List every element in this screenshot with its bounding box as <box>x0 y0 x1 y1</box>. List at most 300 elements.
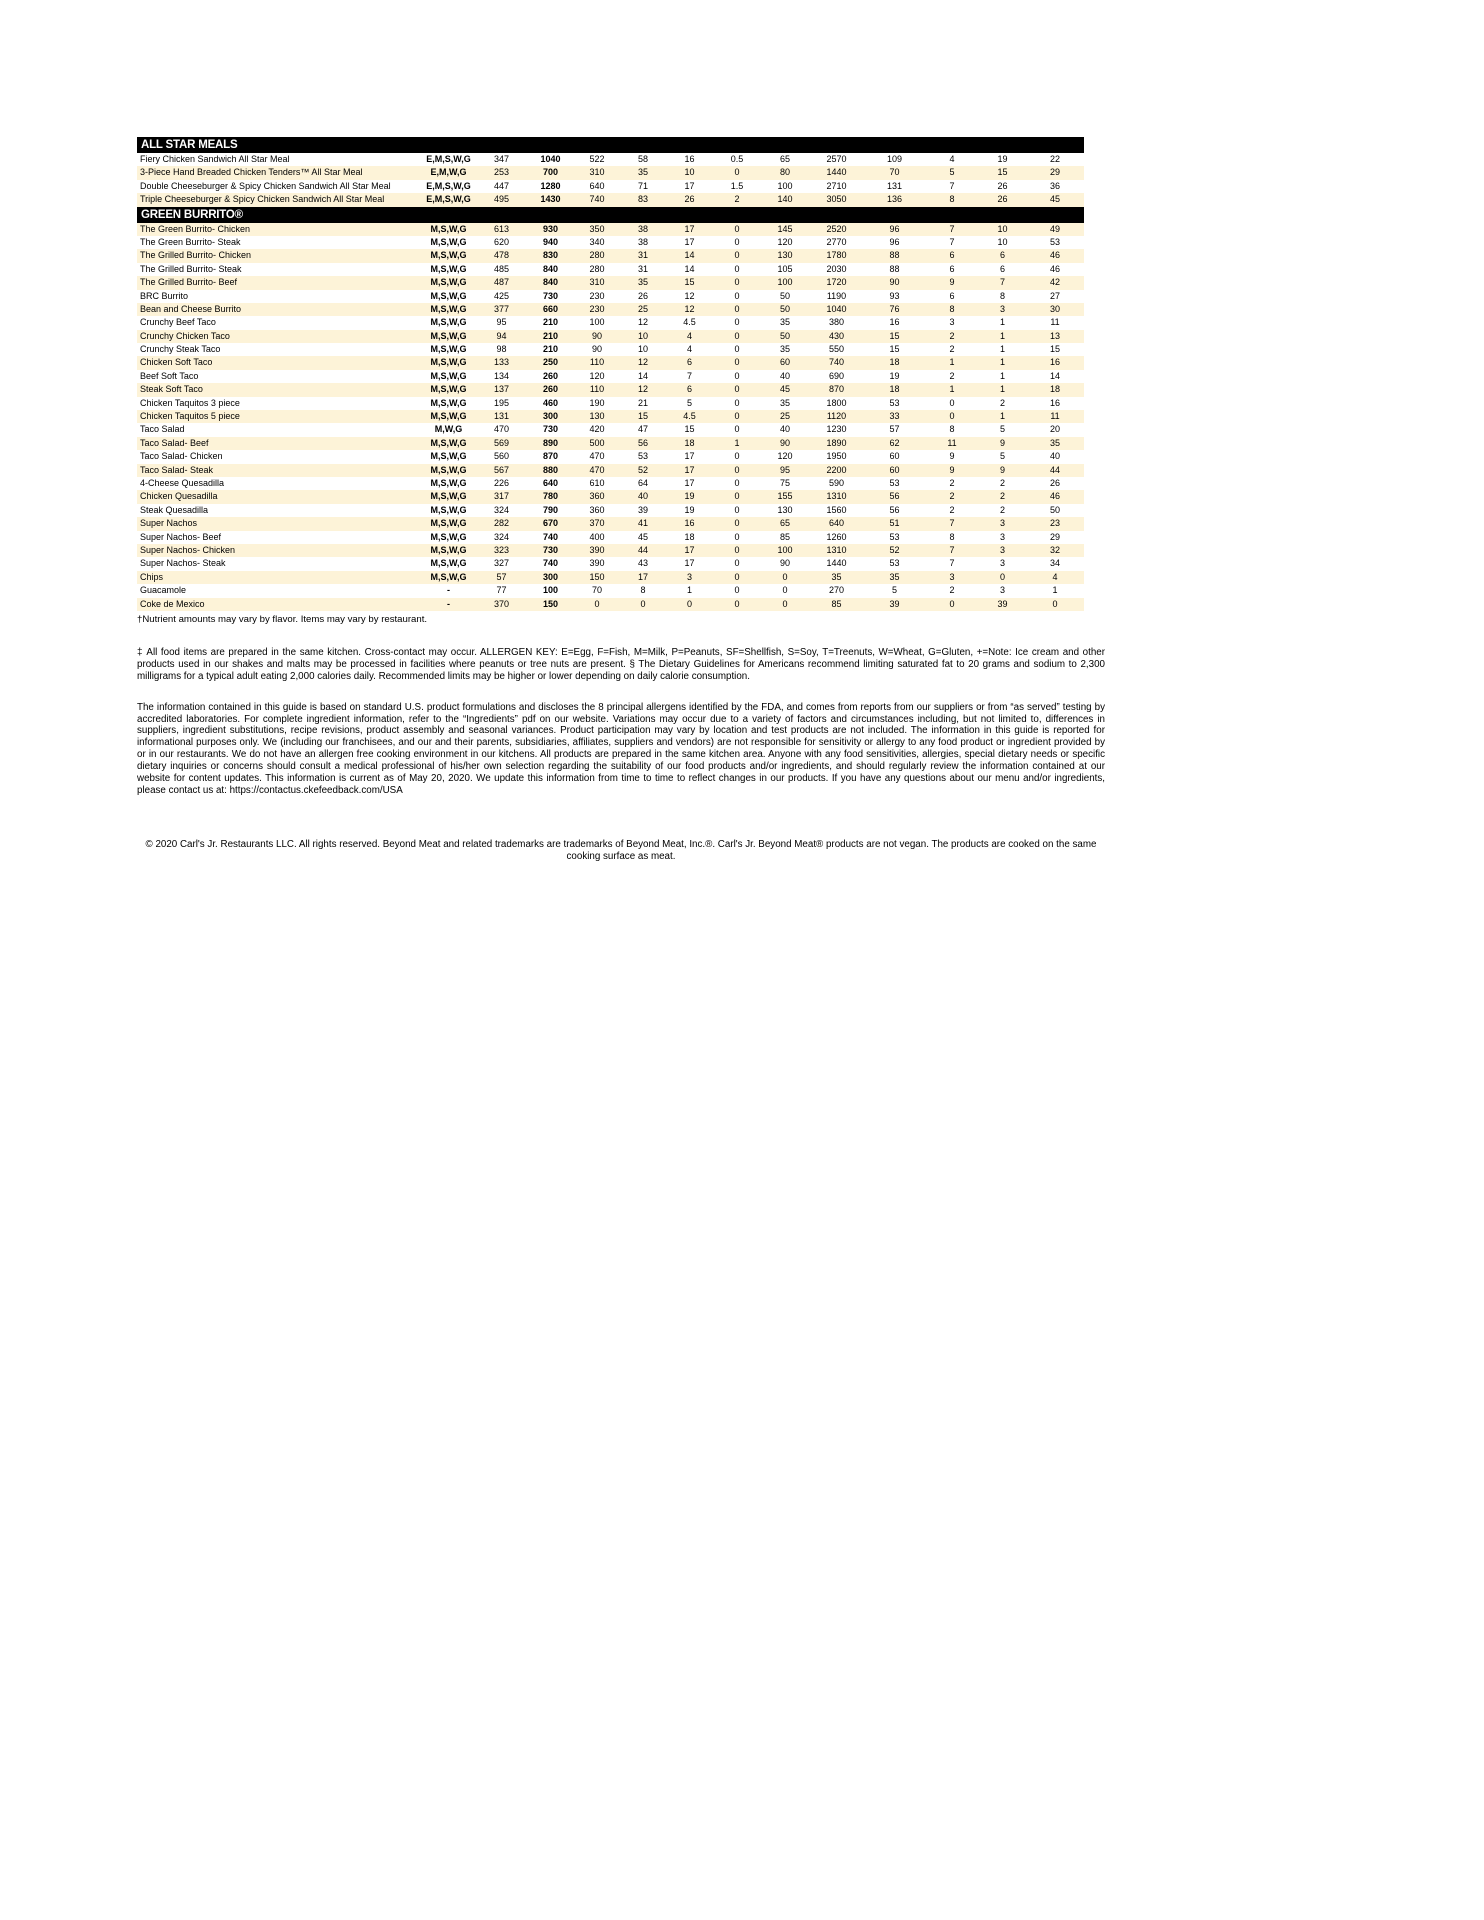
item-name: Taco Salad- Beef <box>140 437 209 448</box>
item-value: 50 <box>779 303 790 314</box>
item-allergens: E,M,S,W,G <box>426 194 471 205</box>
item-value: 7 <box>686 370 692 381</box>
item-value: 2 <box>734 194 740 205</box>
item-value: 4 <box>1052 571 1058 582</box>
item-value: 195 <box>493 397 510 408</box>
item-value: 19 <box>684 491 695 502</box>
item-value: 8 <box>949 531 955 542</box>
item-value: 36 <box>1049 180 1060 191</box>
item-value: 0 <box>999 571 1005 582</box>
item-name: Taco Salad <box>140 424 185 435</box>
table-row <box>137 584 1084 597</box>
item-value: 347 <box>493 154 510 164</box>
item-value: 2 <box>949 370 955 381</box>
item-value: 14 <box>637 370 648 381</box>
item-value: 5 <box>999 424 1005 435</box>
item-value: 0 <box>734 167 740 178</box>
item-value: 567 <box>493 464 510 475</box>
item-value: 740 <box>542 558 559 569</box>
item-value: 56 <box>637 437 648 448</box>
item-value: 38 <box>637 236 648 247</box>
item-value: 470 <box>589 451 605 462</box>
item-name: Crunchy Steak Taco <box>140 344 221 355</box>
item-value: 670 <box>542 518 559 529</box>
item-allergens: M,S,W,G <box>430 263 467 274</box>
item-value: 2030 <box>826 263 847 274</box>
item-value: 0 <box>734 585 740 596</box>
item-value: 0 <box>734 477 740 488</box>
item-value: 250 <box>542 357 559 368</box>
item-value: 4 <box>686 330 692 341</box>
item-value: 880 <box>542 464 559 475</box>
item-value: 1800 <box>826 397 847 408</box>
table-row <box>137 330 1084 343</box>
item-value: 1 <box>999 384 1005 395</box>
item-value: 76 <box>889 303 900 314</box>
item-value: 730 <box>542 424 559 435</box>
item-value: 57 <box>496 571 507 582</box>
item-value: 50 <box>779 330 790 341</box>
table-row <box>137 544 1084 557</box>
item-value: 1260 <box>826 531 847 542</box>
item-value: 0 <box>734 518 740 529</box>
item-value: 12 <box>637 317 648 328</box>
item-value: 43 <box>637 558 648 569</box>
item-value: 22 <box>1049 154 1060 164</box>
item-allergens: M,S,W,G <box>430 411 467 422</box>
item-value: 17 <box>684 558 695 569</box>
item-value: 0 <box>734 571 740 582</box>
item-name: 3-Piece Hand Breaded Chicken Tenders™ All Star Meal <box>140 167 363 178</box>
item-name: The Grilled Burrito- Chicken <box>140 250 252 261</box>
item-value: 11 <box>1050 317 1060 328</box>
item-value: 890 <box>542 437 559 448</box>
item-value: 310 <box>589 167 605 178</box>
item-value: 5 <box>949 167 955 178</box>
item-value: 0 <box>734 558 740 569</box>
item-allergens: - <box>447 585 450 596</box>
item-value: 53 <box>889 477 900 488</box>
item-value: 447 <box>493 180 510 191</box>
allergen-key-paragraph: ‡ All food items are prepared in the same kitchen. Cross-contact may occur. ALLERGEN KEY: E=Egg, F=Fish, M=Milk, P=Peanuts, SF=Shellfish, S=Soy, T=Treenuts, W=Wheat, G=Gluten, +=Note: Ice cream and other products used in our shakes and malts may be processed in facilities where peanuts or tree nuts are present. § The Dietary Guidelines for Americans recommend limiting saturated fat to 20 grams and sodium to 2,300 milligrams for a typical adult eating 2,000 calories daily. Recommended limits may be higher or lower depending on daily calorie consumption. <box>137 646 1105 682</box>
item-value: 85 <box>831 598 842 609</box>
item-value: 360 <box>589 504 605 515</box>
item-value: 1 <box>999 344 1005 355</box>
item-value: 15 <box>684 424 695 435</box>
item-value: 7 <box>949 223 955 234</box>
item-value: 2570 <box>826 154 847 164</box>
item-value: 3 <box>949 317 955 328</box>
item-value: 1310 <box>826 544 847 555</box>
item-name: Bean and Cheese Burrito <box>140 303 242 314</box>
item-name: Fiery Chicken Sandwich All Star Meal <box>140 154 290 164</box>
item-value: 230 <box>589 303 605 314</box>
item-allergens: M,S,W,G <box>430 437 467 448</box>
item-value: 15 <box>1049 344 1060 355</box>
item-value: 6 <box>949 263 955 274</box>
item-value: 2 <box>949 491 955 502</box>
item-name: Double Cheeseburger & Spicy Chicken Sandwich All Star Meal <box>140 180 391 191</box>
item-value: 25 <box>637 303 648 314</box>
item-value: 0 <box>734 263 740 274</box>
table-row <box>137 166 1084 179</box>
item-value: 0 <box>734 317 740 328</box>
item-value: 137 <box>493 384 510 395</box>
item-value: 65 <box>779 518 790 529</box>
item-value: 10 <box>997 223 1008 234</box>
item-allergens: M,W,G <box>434 424 463 435</box>
item-value: 640 <box>542 477 559 488</box>
item-allergens: M,S,W,G <box>430 571 467 582</box>
table-row <box>137 517 1084 530</box>
item-value: 10 <box>684 167 695 178</box>
item-value: 53 <box>889 558 900 569</box>
item-value: 95 <box>496 317 507 328</box>
item-value: 380 <box>828 317 845 328</box>
item-value: 3 <box>999 531 1005 542</box>
item-value: 300 <box>542 411 559 422</box>
item-value: 16 <box>1049 357 1060 368</box>
item-value: 2 <box>999 477 1005 488</box>
item-value: 41 <box>637 518 648 529</box>
item-value: 310 <box>589 277 605 288</box>
item-value: 19 <box>889 370 900 381</box>
item-value: 0 <box>686 598 692 609</box>
item-value: 3 <box>999 585 1005 596</box>
item-value: 14 <box>684 263 695 274</box>
item-value: 0 <box>782 571 788 582</box>
item-name: The Grilled Burrito- Beef <box>140 277 238 288</box>
item-value: 12 <box>684 303 695 314</box>
item-value: 109 <box>886 154 903 164</box>
item-value: 1780 <box>826 250 847 261</box>
item-value: 8 <box>640 585 646 596</box>
item-value: 3 <box>999 558 1005 569</box>
item-value: 9 <box>949 451 955 462</box>
item-value: 0 <box>734 357 740 368</box>
item-value: 2770 <box>826 236 847 247</box>
item-value: 9 <box>999 464 1005 475</box>
item-value: 20 <box>1049 424 1060 435</box>
nutrition-table <box>137 137 1084 611</box>
item-allergens: E,M,S,W,G <box>426 180 471 191</box>
item-allergens: - <box>447 598 450 609</box>
item-value: 45 <box>637 531 648 542</box>
item-value: 14 <box>684 250 695 261</box>
item-value: 45 <box>779 384 790 395</box>
item-allergens: M,S,W,G <box>430 357 467 368</box>
item-value: 280 <box>589 250 605 261</box>
table-row <box>137 180 1084 193</box>
item-value: 130 <box>777 250 793 261</box>
table-row <box>137 249 1084 262</box>
item-value: 0 <box>949 598 955 609</box>
item-value: 0 <box>734 491 740 502</box>
item-value: 9 <box>999 437 1005 448</box>
item-value: 17 <box>684 464 695 475</box>
item-value: 18 <box>684 437 695 448</box>
item-value: 10 <box>637 344 648 355</box>
item-value: 46 <box>1049 263 1060 274</box>
table-row <box>137 276 1084 289</box>
item-value: 4.5 <box>683 411 696 422</box>
item-value: 1040 <box>826 303 847 314</box>
item-value: 0 <box>782 598 788 609</box>
item-value: 3 <box>686 571 692 582</box>
item-allergens: M,S,W,G <box>430 384 467 395</box>
item-value: 2 <box>999 491 1005 502</box>
item-value: 70 <box>889 167 900 178</box>
item-value: 495 <box>493 194 510 205</box>
item-value: 35 <box>831 571 842 582</box>
item-name: Coke de Mexico <box>140 598 205 609</box>
item-value: 16 <box>1049 397 1060 408</box>
item-value: 0 <box>734 223 740 234</box>
item-value: 226 <box>493 477 510 488</box>
item-value: 56 <box>889 491 900 502</box>
item-value: 50 <box>779 290 790 301</box>
item-value: 370 <box>589 518 605 529</box>
item-value: 340 <box>589 236 605 247</box>
item-value: 11 <box>947 437 957 448</box>
item-value: 96 <box>889 223 900 234</box>
section-header: GREEN BURRITO® <box>137 207 1084 223</box>
item-value: 7 <box>949 518 955 529</box>
item-value: 32 <box>1049 544 1060 555</box>
item-value: 730 <box>542 544 559 555</box>
table-row <box>137 450 1084 463</box>
item-name: Crunchy Beef Taco <box>140 317 216 328</box>
item-name: Chicken Quesadilla <box>140 491 218 502</box>
item-name: Chicken Soft Taco <box>140 357 213 368</box>
item-value: 94 <box>496 330 507 341</box>
item-value: 6 <box>949 290 955 301</box>
item-value: 17 <box>684 236 695 247</box>
item-value: 100 <box>777 277 793 288</box>
item-value: 0 <box>734 384 740 395</box>
item-value: 8 <box>999 290 1005 301</box>
item-value: 1950 <box>826 451 847 462</box>
item-allergens: E,M,S,W,G <box>426 154 471 164</box>
item-value: 38 <box>637 223 648 234</box>
item-allergens: E,M,W,G <box>430 167 467 178</box>
disclaimer-paragraph: The information contained in this guide is based on standard U.S. product formulations and discloses the 8 principal allergens identified by the FDA, and comes from reports from our suppliers or from “as served” testing by accredited laboratories. For complete ingredient information, refer to the “Ingredients” pdf on our website. Variations may occur due to a variety of factors and circumstances including, but not limited to, differences in suppliers, ingredient substitutions, recipe revisions, product assembly and seasonal variances. Product participation may vary by location and test products are not included. The information in this guide is reported for informational purposes only. We (including our franchisees, and our and their parents, subsidiaries, affiliates, suppliers and vendors) are not responsible for sensitivity or allergy to any food product or ingredient provided by or in our restaurants. We do not have an allergen free cooking environment in our kitchens. All products are prepared in the same kitchen area. Anyone with any food sensitivities, allergies, special dietary needs or specific dietary inquiries or concerns should consult a medical professional of his/her own selection regarding the suitability of our food products and/or ingredients, and should regularly review the information contained at our website for content updates. This information is current as of May 20, 2020. We update this information from time to time to reflect changes in our products. If you have any questions about our menu and/or ingredients, please contact us at: https://contactus.ckefeedback.com/USA <box>137 701 1105 796</box>
table-row <box>137 153 1084 166</box>
item-value: 0 <box>734 424 740 435</box>
item-value: 52 <box>889 544 900 555</box>
item-value: 27 <box>1049 290 1060 301</box>
item-value: 0 <box>734 451 740 462</box>
item-value: 65 <box>779 154 790 164</box>
item-value: 470 <box>589 464 605 475</box>
item-value: 16 <box>889 317 900 328</box>
item-value: 100 <box>777 544 793 555</box>
table-row <box>137 263 1084 276</box>
item-value: 0 <box>734 544 740 555</box>
item-value: 1310 <box>826 491 847 502</box>
item-value: 44 <box>637 544 648 555</box>
item-allergens: M,S,W,G <box>430 317 467 328</box>
item-value: 360 <box>589 491 605 502</box>
item-value: 49 <box>1049 223 1060 234</box>
item-value: 1 <box>949 357 955 368</box>
item-value: 0 <box>734 464 740 475</box>
item-value: 52 <box>637 464 648 475</box>
item-value: 35 <box>637 277 648 288</box>
item-value: 35 <box>637 167 648 178</box>
item-value: 0 <box>782 585 788 596</box>
item-value: 18 <box>684 531 695 542</box>
table-row <box>137 370 1084 383</box>
item-value: 110 <box>589 357 605 368</box>
item-value: 23 <box>1049 518 1060 529</box>
item-value: 83 <box>637 194 648 205</box>
item-value: 7 <box>949 180 955 191</box>
item-value: 1120 <box>826 411 847 422</box>
item-value: 150 <box>542 598 559 609</box>
item-value: 53 <box>1049 236 1060 247</box>
item-value: 740 <box>542 531 559 542</box>
item-value: 420 <box>589 424 605 435</box>
table-row <box>137 343 1084 356</box>
item-name: 4-Cheese Quesadilla <box>140 477 225 488</box>
item-value: 13 <box>1049 330 1060 341</box>
item-value: 487 <box>493 277 510 288</box>
item-allergens: M,S,W,G <box>430 277 467 288</box>
item-allergens: M,S,W,G <box>430 477 467 488</box>
item-name: Super Nachos- Steak <box>140 558 226 569</box>
item-value: 15 <box>637 411 648 422</box>
item-value: 8 <box>949 194 955 205</box>
item-value: 5 <box>891 585 897 596</box>
item-value: 1 <box>999 411 1005 422</box>
item-value: 15 <box>997 167 1008 178</box>
item-value: 42 <box>1049 277 1060 288</box>
item-value: 550 <box>828 344 845 355</box>
item-value: 1560 <box>826 504 847 515</box>
item-value: 30 <box>1049 303 1060 314</box>
item-value: 0 <box>734 250 740 261</box>
item-value: 100 <box>542 585 559 596</box>
item-value: 940 <box>542 236 559 247</box>
item-value: 17 <box>684 451 695 462</box>
item-value: 620 <box>493 236 510 247</box>
item-value: 425 <box>493 290 510 301</box>
item-value: 35 <box>779 317 790 328</box>
item-value: 740 <box>828 357 845 368</box>
item-value: 500 <box>589 437 605 448</box>
item-value: 34 <box>1049 558 1060 569</box>
item-value: 2 <box>949 504 955 515</box>
item-value: 39 <box>637 504 648 515</box>
item-value: 327 <box>493 558 510 569</box>
item-value: 145 <box>777 223 793 234</box>
item-value: 324 <box>493 504 510 515</box>
item-allergens: M,S,W,G <box>430 558 467 569</box>
item-value: 610 <box>589 477 605 488</box>
item-value: 64 <box>637 477 648 488</box>
item-value: 2200 <box>826 464 847 475</box>
item-value: 35 <box>1049 437 1060 448</box>
item-name: Taco Salad- Steak <box>140 464 214 475</box>
item-value: 85 <box>779 531 790 542</box>
item-value: 26 <box>637 290 648 301</box>
item-allergens: M,S,W,G <box>430 223 467 234</box>
item-value: 1230 <box>826 424 847 435</box>
item-value: 17 <box>684 544 695 555</box>
item-name: Chicken Taquitos 3 piece <box>140 397 240 408</box>
item-value: 1890 <box>826 437 847 448</box>
item-value: 77 <box>496 585 507 596</box>
item-value: 7 <box>949 558 955 569</box>
item-value: 120 <box>777 451 793 462</box>
item-allergens: M,S,W,G <box>430 491 467 502</box>
item-value: 70 <box>591 585 602 596</box>
item-value: 1430 <box>540 194 561 205</box>
item-allergens: M,S,W,G <box>430 370 467 381</box>
item-value: 2 <box>999 397 1005 408</box>
item-name: The Green Burrito- Chicken <box>140 223 251 234</box>
item-value: 430 <box>828 330 845 341</box>
item-value: 50 <box>1049 504 1060 515</box>
item-value: 1.5 <box>730 180 744 191</box>
item-value: 1440 <box>826 167 847 178</box>
item-value: 133 <box>493 357 510 368</box>
item-value: 18 <box>889 384 900 395</box>
item-value: 740 <box>589 194 605 205</box>
item-value: 21 <box>637 397 648 408</box>
item-value: 40 <box>1049 451 1060 462</box>
table-row <box>137 531 1084 544</box>
page-content <box>137 137 1105 863</box>
item-value: 88 <box>889 263 900 274</box>
item-value: 26 <box>997 194 1008 205</box>
table-row <box>137 356 1084 369</box>
item-value: 96 <box>889 236 900 247</box>
item-value: 700 <box>542 167 559 178</box>
item-value: 131 <box>493 411 510 422</box>
item-value: 0 <box>734 236 740 247</box>
item-value: 1 <box>999 370 1005 381</box>
item-value: 100 <box>589 317 605 328</box>
item-value: 840 <box>542 263 559 274</box>
item-value: 2520 <box>826 223 847 234</box>
item-value: 0 <box>1052 598 1058 609</box>
item-value: 478 <box>493 250 510 261</box>
item-value: 210 <box>542 344 559 355</box>
item-value: 8 <box>949 303 955 314</box>
item-value: 18 <box>889 357 900 368</box>
item-value: 485 <box>493 263 510 274</box>
item-value: 0 <box>734 504 740 515</box>
item-value: 210 <box>542 330 559 341</box>
item-value: 45 <box>1049 194 1060 205</box>
item-value: 270 <box>828 585 845 596</box>
item-value: 253 <box>493 167 510 178</box>
item-value: 120 <box>777 236 793 247</box>
item-value: 60 <box>889 464 900 475</box>
item-value: 0 <box>734 303 740 314</box>
copyright-text: © 2020 Carl's Jr. Restaurants LLC. All rights reserved. Beyond Meat and related trademarks are trademarks of Beyond Meat, Inc.®. Carl's Jr. Beyond Meat® products are not vegan. The products are cooked on the same cooking surface as meat. <box>145 838 1097 863</box>
table-row <box>137 598 1084 611</box>
item-value: 140 <box>777 194 793 205</box>
item-value: 35 <box>889 571 900 582</box>
item-value: 47 <box>637 424 648 435</box>
item-allergens: M,S,W,G <box>430 518 467 529</box>
item-value: 870 <box>828 384 845 395</box>
item-value: 7 <box>999 277 1005 288</box>
item-value: 131 <box>886 180 903 191</box>
